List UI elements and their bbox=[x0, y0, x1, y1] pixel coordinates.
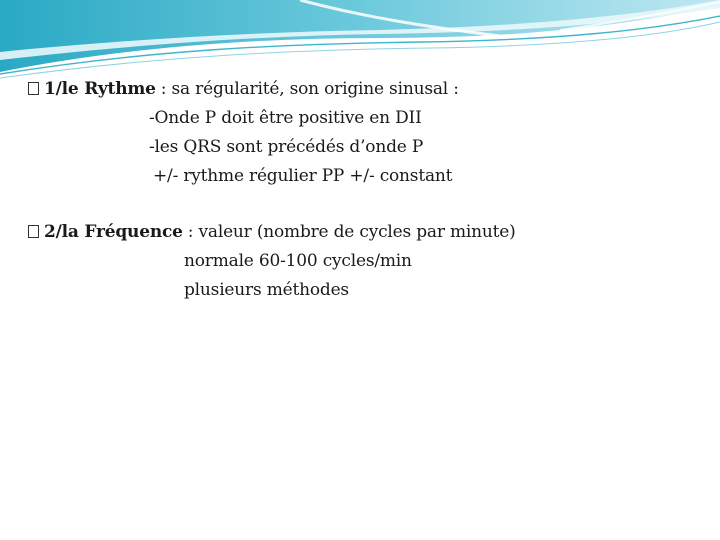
bullet-item-rythme bbox=[28, 75, 459, 191]
bullet-line-rythme bbox=[28, 75, 459, 104]
bullet-text: : sa régularité, son origine sinusal : bbox=[160, 79, 459, 99]
sub-line: -les QRS sont précédés d’onde P bbox=[149, 137, 424, 157]
header-wave-decoration bbox=[0, 0, 720, 80]
sub-line: +/- rythme régulier PP +/- constant bbox=[153, 166, 453, 186]
sub-line: normale 60-100 cycles/min bbox=[184, 251, 412, 271]
square-bullet-icon bbox=[28, 82, 39, 95]
bullet-text: : valeur (nombre de cycles par minute) bbox=[187, 222, 516, 242]
square-bullet-icon bbox=[28, 225, 39, 238]
bullet-heading: 1/le Rythme bbox=[44, 79, 156, 99]
sub-line: -Onde P doit être positive en DII bbox=[149, 108, 422, 128]
bullet-heading: 2/la Fréquence bbox=[44, 222, 183, 242]
sub-line: plusieurs méthodes bbox=[184, 280, 349, 300]
bullet-line-frequence bbox=[28, 218, 516, 247]
bullet-item-frequence bbox=[28, 218, 516, 305]
